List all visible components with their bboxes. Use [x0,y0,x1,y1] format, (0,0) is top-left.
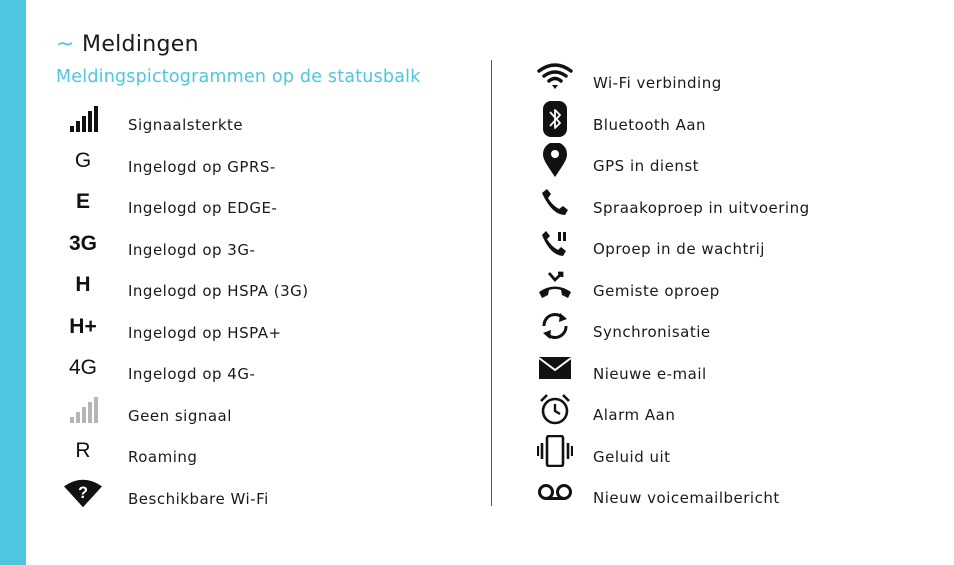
call-on-hold-icon [536,228,574,258]
alarm-clock-icon [536,394,574,424]
item-label: Beschikbare Wi-Fi [128,489,269,508]
edge-icon: E [75,190,90,213]
item-label: GPS in dienst [593,157,700,175]
item-label: Spraakoproep in uitvoering [593,198,810,217]
item-label: Synchronisatie [593,323,711,341]
item-label: Ingelogd op EDGE- [128,199,278,217]
svg-text:?: ? [78,483,88,502]
roaming-icon: R [75,439,91,462]
gps-pin-icon [536,145,574,175]
item-label: Ingelogd op HSPA+ [128,323,282,342]
item-label: Signaalsterkte [128,116,244,134]
item-label: Geluid uit [593,447,671,466]
3g-icon: 3G [68,231,97,255]
item-label: Alarm Aan [593,406,676,424]
wifi-icon [536,62,574,92]
hspa-plus-icon: H+ [69,314,97,338]
title-text: Meldingen [82,32,199,57]
hspa-icon: H [75,273,91,296]
item-label: Geen signaal [128,406,232,425]
gprs-icon: G [74,148,92,172]
bluetooth-icon [536,104,574,134]
item-label: Bluetooth Aan [593,115,707,134]
title-tilde: ~ [56,32,75,57]
column-divider [491,60,492,506]
item-label: Ingelogd op 3G- [128,240,256,259]
vibrate-icon [536,436,574,466]
accent-sidebar [0,0,26,565]
phone-call-icon [536,187,574,217]
item-label: Nieuw voicemailbericht [593,489,780,507]
item-label: Oproep in de wachtrij [593,240,765,258]
item-label: Nieuwe e-mail [593,364,707,383]
item-label: Gemiste oproep [593,281,720,300]
4g-icon: 4G [68,356,97,379]
page-subtitle: Meldingspictogrammen op de statusbalk [56,67,421,87]
email-icon [536,353,574,383]
signal-strength-icon [64,104,102,134]
item-label: Wi-Fi verbinding [593,74,722,92]
item-label: Ingelogd op 4G- [128,365,256,383]
item-label: Ingelogd op GPRS- [128,157,276,176]
sync-icon [536,311,574,341]
voicemail-icon [536,477,574,507]
item-label: Roaming [128,448,198,466]
page-title [56,31,199,59]
no-signal-icon [64,395,102,425]
wifi-available-icon [64,478,102,508]
item-label: Ingelogd op HSPA (3G) [128,282,309,300]
missed-call-icon [536,270,574,300]
